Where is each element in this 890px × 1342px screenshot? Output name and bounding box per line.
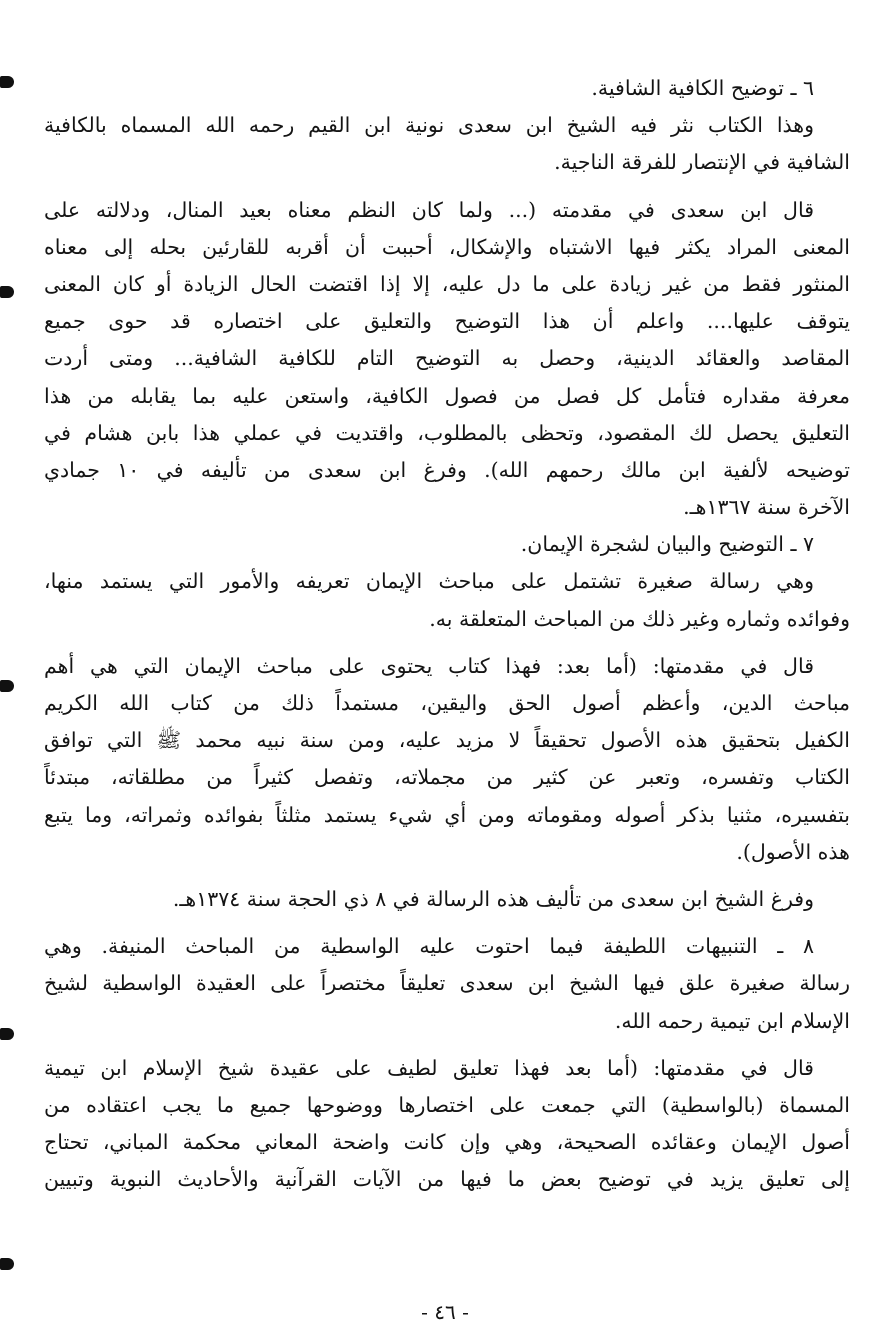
margin-mark-icon bbox=[0, 680, 14, 692]
text-line: الكتاب وتفسره، وتعبر عن كثير من مجملاته، وتفصل كثيراً من مطلقاته، مبتدئاً bbox=[44, 765, 850, 790]
item-heading: ٦ ـ توضيح الكافية الشافية. bbox=[591, 76, 814, 100]
text-line: وفوائده وثماره وغير ذلك من المباحث المتعلقة به. bbox=[429, 606, 850, 631]
item-heading: ٨ ـ التنبيهات اللطيفة فيما احتوت عليه الواسطية من المباحث المنيفة. وهي bbox=[44, 934, 814, 959]
text-line: قال ابن سعدى في مقدمته (... ولما كان النظم معناه بعيد المنال، ودلالته على bbox=[44, 197, 814, 222]
text-line: المسماة (بالواسطية) التي جمعت على اختصارها ووضوحها جميع ما يجب اعتقاده من bbox=[44, 1092, 850, 1117]
margin-mark-icon bbox=[0, 76, 14, 88]
text-line: التعليق يحصل لك المقصود، وتحظى بالمطلوب، واقتديت في عملي هذا بابن هشام في bbox=[44, 420, 850, 445]
text-line: المنثور فقط من غير زيادة على ما دل عليه، إلا إذا اقتضت الحال الزيادة أو كان المعنى bbox=[44, 271, 850, 296]
text-line: أصول الإيمان وعقائده الصحيحة، وهي وإن كانت واضحة المعاني محكمة المباني، تحتاج bbox=[44, 1130, 850, 1155]
text-line: هذه الأصول). bbox=[736, 839, 850, 864]
text-line: رسالة صغيرة علق فيها الشيخ ابن سعدى تعليقاً مختصراً على العقيدة الواسطية لشيخ bbox=[44, 971, 850, 996]
text-line: وفرغ الشيخ ابن سعدى من تأليف هذه الرسالة في ٨ ذي الحجة سنة ١٣٧٤هـ. bbox=[172, 886, 814, 911]
text-line: معرفة مقداره فتأمل كل فصل من فصول الكافية، واستعن عليه بما يقابله من هذا bbox=[44, 383, 850, 408]
text-line: الشافية في الإنتصار للفرقة الناجية. bbox=[554, 150, 850, 175]
text-line: الإسلام ابن تيمية رحمه الله. bbox=[614, 1008, 850, 1033]
margin-mark-icon bbox=[0, 286, 14, 298]
text-line: مباحث الدين، وأعظم أصول الحق واليقين، مستمداً ذلك من كتاب الله الكريم bbox=[44, 691, 850, 715]
text-line: وهي رسالة صغيرة تشتمل على مباحث الإيمان تعريفه والأمور التي يستمد منها، bbox=[44, 569, 814, 594]
body-text bbox=[44, 70, 850, 1198]
text-line: بتفسيره، مثنيا بذكر أصوله ومقوماته ومن أي شيء يستمد مثلثاً بفوائده وثمراته، وما يتبع bbox=[44, 802, 850, 827]
page-number: - ٤٦ - bbox=[421, 1300, 469, 1324]
text-line: قال في مقدمتها: (أما بعد: فهذا كتاب يحتوى على مباحث الإيمان التي هي أهم bbox=[44, 653, 814, 678]
item-heading: ٧ ـ التوضيح والبيان لشجرة الإيمان. bbox=[520, 532, 814, 557]
text-line: الآخرة سنة ١٣٦٧هـ. bbox=[683, 495, 850, 520]
text-line: قال في مقدمتها: (أما بعد فهذا تعليق لطيف على عقيدة شيخ الإسلام ابن تيمية bbox=[44, 1055, 814, 1080]
text-line: الكفيل بتحقيق هذه الأصول تحقيقاً لا مزيد عليه، ومن سنة نبيه محمد ﷺ التي توافق bbox=[44, 728, 850, 753]
text-line: وهذا الكتاب نثر فيه الشيخ ابن سعدى نونية ابن القيم رحمه الله المسماه بالكافية bbox=[44, 113, 814, 138]
margin-mark-icon bbox=[0, 1258, 14, 1270]
text-line: يتوقف عليها.... واعلم أن هذا التوضيح والتعليق على اختصاره قد حوى جميع bbox=[44, 309, 850, 334]
margin-mark-icon bbox=[0, 1028, 14, 1040]
text-line: إلى تعليق يزيد في توضيح بعض ما فيها من الآيات القرآنية والأحاديث النبوية وتبيين bbox=[44, 1167, 850, 1192]
text-line: توضيحه لألفية ابن مالك رحمهم الله). وفرغ ابن سعدى من تأليفه في ١٠ جمادي bbox=[44, 457, 850, 482]
text-line: المعنى المراد يكثر فيها الاشتباه والإشكال، أحببت أن أقربه للقارئين بحله إلى معناه bbox=[44, 234, 850, 259]
text-line: المقاصد والعقائد الدينية، وحصل به التوضيح التام للكافية الشافية... ومتى أردت bbox=[44, 346, 850, 371]
